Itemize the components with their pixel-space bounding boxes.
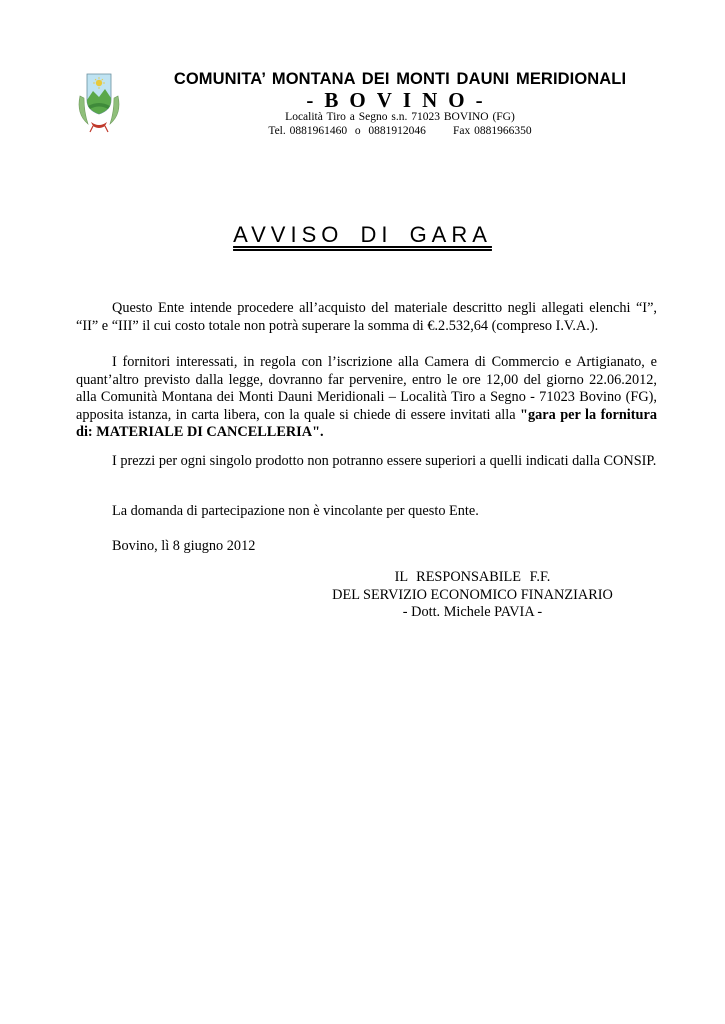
paragraph-non-binding-text: La domanda di partecipazione non è vincolante per questo Ente. xyxy=(112,503,479,519)
paragraph-suppliers-text: I fornitori interessati, in regola con l’iscrizione alla Camera di Commercio e Artigianato, e quant’altro previsto dalla legge, dovranno far pervenire, entro le ore 12,00 del giorno 22.06.2012, alla Comunità Montana dei Monti Dauni Meridionali – Località Tiro a Segno - 71023 Bovino (FG), apposita istanza, in carta libera, con la quale si chiede di essere invitati alla xyxy=(76,354,657,423)
coat-of-arms-icon xyxy=(74,66,124,136)
paragraph-purchase xyxy=(76,300,657,335)
document-title xyxy=(150,222,575,248)
date-line xyxy=(112,538,657,556)
paragraph-prices-text: I prezzi per ogni singolo prodotto non potranno essere superiori a quelli indicati dalla CONSIP. xyxy=(112,453,657,469)
organization-address: Località Tiro a Segno s.n. 71023 BOVINO (FG) xyxy=(285,111,515,123)
paragraph-purchase-text: Questo Ente intende procedere all’acquisto del materiale descritto negli allegati elenchi “I”, “II” e “III” il cui costo totale non potrà superare la somma di €.2.532,64 (compreso I.V.A.). xyxy=(76,300,657,334)
signature-department: DEL SERVIZIO ECONOMICO FINANZIARIO xyxy=(332,587,613,603)
paragraph-suppliers-bold: "gara per la fornitura di: MATERIALE DI CANCELLERIA" xyxy=(76,406,657,440)
organization-phones: Tel. 0881961460 o 0881912046 Fax 0881966350 xyxy=(268,125,532,137)
paragraph-prices xyxy=(76,453,657,471)
paragraph-suppliers-end: . xyxy=(320,424,324,440)
signature-name: - Dott. Michele PAVIA - xyxy=(402,604,543,620)
date-line-text: Bovino, lì 8 giugno 2012 xyxy=(112,538,256,554)
organization-name: COMUNITA’ MONTANA DEI MONTI DAUNI MERIDIONALI xyxy=(173,70,627,88)
paragraph-suppliers xyxy=(76,354,657,442)
organization-city: -BOVINO- xyxy=(306,88,494,112)
signature-role: IL RESPONSABILE F.F. xyxy=(394,569,551,585)
paragraph-non-binding xyxy=(112,503,657,521)
document-title-text: AVVISO DI GARA xyxy=(233,222,492,247)
